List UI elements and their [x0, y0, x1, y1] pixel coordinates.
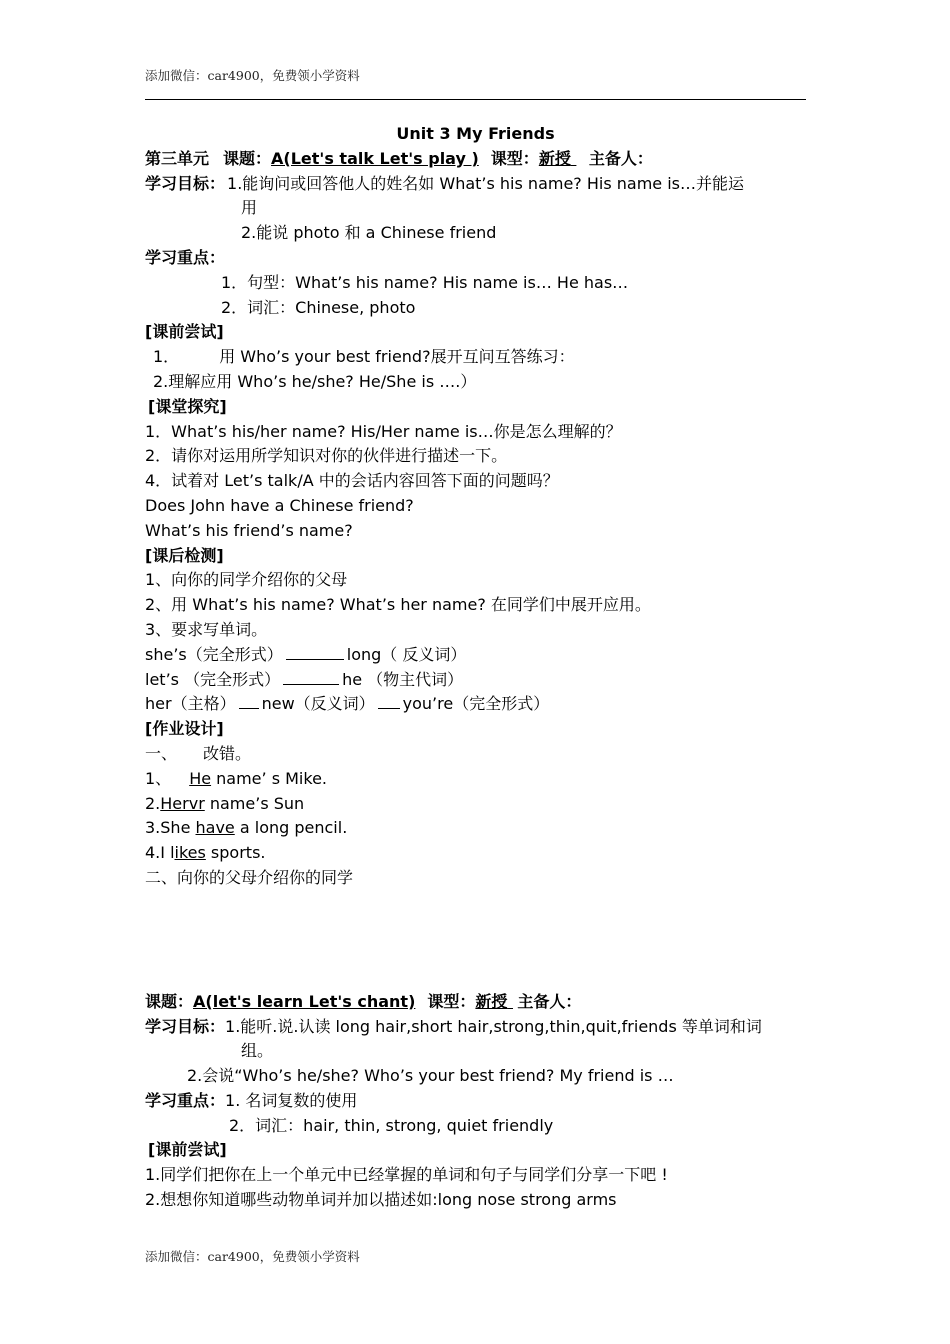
type-value: 新授 [538, 148, 571, 168]
keypoints-label: 学习重点： [145, 1090, 226, 1110]
objective-2: 2.会说“Who’s he/she? Who’s your best friend? My friend is … [187, 1066, 674, 1086]
objective-1-continued: 用 [241, 198, 258, 218]
word-prompt-youre: you’re（完全形式） [402, 694, 550, 714]
word-row-1 [145, 643, 815, 668]
lesson2-objectives-row [145, 1015, 815, 1040]
lesson2-meta [145, 990, 815, 1015]
homework-item-2 [145, 792, 815, 817]
preparer-label: 主备人： [588, 148, 653, 168]
hw-1-rest: name’ s Mike. [211, 768, 327, 788]
unit-title: Unit 3 My Friends [396, 124, 555, 143]
homework-part-1-number: 一、 [145, 743, 178, 763]
pre-class-item-1: 1.同学们把你在上一个单元中已经掌握的单词和句子与同学们分享一下吧 ! [145, 1165, 668, 1185]
pre-class-label: [课前尝试] [145, 322, 224, 342]
topic-value: A(Let's talk Let's play ) [271, 148, 479, 168]
word-prompt-her: her（主格） [145, 694, 236, 714]
topic-label: 课题： [145, 991, 194, 1011]
hw-1-prefix: 1、 [145, 768, 172, 788]
pre-class-item-2: 2.理解应用 Who’s he/she? He/She is ….） [153, 371, 477, 391]
topic-value: A(let's learn Let's chant) [193, 991, 416, 1011]
question-1: Does John have a Chinese friend? [145, 495, 414, 515]
word-prompt-lets: let’s （完全形式） [145, 669, 281, 689]
hw-4-rest: sports. [205, 843, 266, 863]
objective-1: 1.能询问或回答他人的姓名如 What’s his name? His name is…并能运 [227, 173, 745, 193]
objective-1-continued: 组。 [241, 1041, 274, 1061]
word-prompt-long: long（ 反义词） [346, 644, 467, 664]
answer-blank[interactable] [239, 692, 259, 709]
homework-item-4 [145, 841, 815, 866]
hw-2-rest: name’s Sun [204, 793, 305, 813]
type-label: 课型： [490, 148, 539, 168]
preparer-label: 主备人： [517, 991, 582, 1011]
homework-part-2: 二、向你的父母介绍你的同学 [145, 867, 354, 887]
lesson2-keypoints-row [145, 1089, 815, 1114]
footer-note: 添加微信：car4900，免费领小学资料 [145, 1249, 360, 1264]
after-class-item-1: 1、向你的同学介绍你的父母 [145, 570, 348, 590]
homework-label: [作业设计] [145, 719, 224, 739]
answer-blank[interactable] [286, 643, 344, 660]
hw-3-prefix: 3.She [145, 818, 196, 838]
objectives-label: 学习目标： [145, 1016, 226, 1036]
hw-4-prefix: 4.I l [145, 843, 175, 863]
objective-2: 2.能说 photo 和 a Chinese friend [241, 223, 497, 243]
header-note: 添加微信：car4900，免费领小学资料 [145, 68, 360, 83]
after-class-label: [课后检测] [145, 545, 224, 565]
type-value: 新授 [475, 991, 508, 1011]
keypoint-1: 1. 名词复数的使用 [225, 1090, 358, 1110]
keypoint-1: 1．句型：What’s his name? His name is… He has… [221, 272, 629, 292]
explore-label: [课堂探究] [148, 396, 227, 416]
word-prompt-shes: she’s（完全形式） [145, 644, 283, 664]
objective-1: 1.能听.说.认读 long hair,short hair,strong,thin,quit,friends 等单词和词 [225, 1016, 762, 1036]
answer-blank[interactable] [283, 668, 339, 685]
section-gap [145, 891, 815, 990]
header-rule [145, 99, 806, 100]
unit-label: 第三单元 [145, 148, 210, 168]
word-row-3 [145, 692, 815, 717]
keypoint-2: 2．词汇：hair, thin, strong, quiet friendly [229, 1115, 554, 1135]
homework-item-1 [145, 767, 815, 792]
explore-item-4: 4．试着对 Let’s talk/A 中的会话内容回答下面的问题吗？ [145, 471, 559, 491]
homework-item-3 [145, 816, 815, 841]
hw-1-error-word: He [189, 768, 212, 788]
explore-item-1: 1．What’s his/her name? His/Her name is…你是怎么理解的？ [145, 421, 622, 441]
homework-part-1 [145, 742, 815, 767]
objectives-label: 学习目标： [145, 173, 226, 193]
word-row-2 [145, 668, 815, 693]
pre-class-label: [课前尝试] [148, 1140, 227, 1160]
pre-class-item-1 [145, 345, 815, 370]
homework-part-1-text: 改错。 [203, 743, 252, 763]
topic-label: 课题： [223, 148, 272, 168]
hw-4-error-word: ikes [174, 843, 206, 863]
keypoint-2: 2．词汇：Chinese, photo [221, 297, 416, 317]
lesson-content [145, 122, 815, 1213]
after-class-item-3: 3、要求写单词。 [145, 619, 268, 639]
keypoints-label: 学习重点： [145, 247, 226, 267]
pre-class-item-1-number: 1． [153, 347, 180, 367]
hw-2-prefix: 2. [145, 793, 161, 813]
hw-3-rest: a long pencil. [234, 818, 348, 838]
hw-2-error-word: Hervr [160, 793, 205, 813]
word-prompt-he: he （物主代词） [342, 669, 464, 689]
word-prompt-new: new（反义词） [261, 694, 375, 714]
type-label: 课型： [427, 991, 476, 1011]
objectives-row [145, 172, 815, 197]
lesson1-meta [145, 147, 815, 172]
pre-class-item-2: 2.想想你知道哪些动物单词并加以描述如:long nose strong arms [145, 1190, 617, 1210]
after-class-item-2: 2、用 What’s his name? What’s her name? 在同学们中展开应用。 [145, 595, 651, 615]
question-2: What’s his friend’s name? [145, 520, 353, 540]
hw-3-error-word: have [195, 818, 235, 838]
pre-class-item-1-text: 用 Who’s your best friend?展开互问互答练习： [219, 347, 575, 367]
explore-item-2: 2．请你对运用所学知识对你的伙伴进行描述一下。 [145, 446, 508, 466]
answer-blank[interactable] [378, 692, 400, 709]
